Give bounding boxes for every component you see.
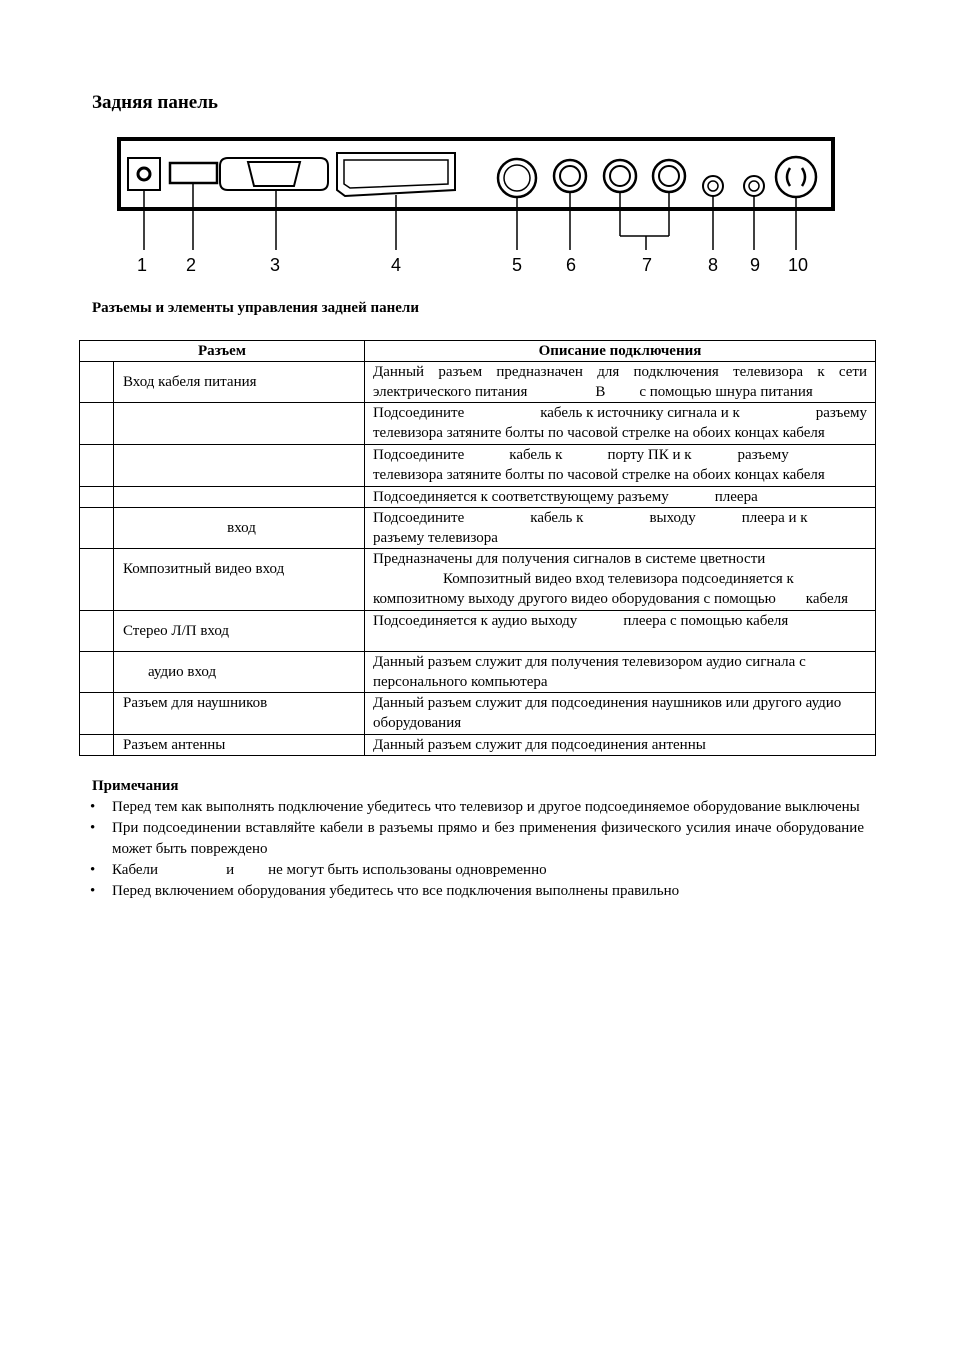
panel-outline [119, 139, 833, 209]
diagram-label-10: 10 [787, 255, 809, 275]
diagram-label-7: 7 [641, 255, 653, 275]
rca-audio-right-icon [653, 160, 685, 192]
connector-description: Подсоединяется к соответствующему разъему плеера [365, 487, 876, 508]
table-row [80, 549, 876, 611]
header-description: Описание подключения [365, 341, 876, 362]
connectors-table [79, 340, 876, 756]
connector-name: Разъем для наушников [114, 693, 365, 735]
connector-description: Данный разъем служит для получения телевизором аудио сигнала с персонального компьютера [365, 652, 876, 693]
table-row [80, 508, 876, 549]
connector-name [114, 445, 365, 487]
table-row [80, 652, 876, 693]
connector-description: Подсоедините кабель к выходу плеера и к разъему телевизора [365, 508, 876, 549]
list-item: • Кабели и не могут быть использованы одновременно [90, 860, 864, 881]
diagram-label-5: 5 [511, 255, 523, 275]
row-number-cell [80, 652, 114, 693]
table-row [80, 735, 876, 756]
connector-description: Предназначены для получения сигналов в системе цветности Композитный видео вход телевизора подсоединяется к композитному выходу другого видео оборудования с помощью кабеля [365, 549, 876, 611]
row-number-cell [80, 735, 114, 756]
row-number-cell [80, 487, 114, 508]
connector-name: аудио вход [114, 652, 365, 693]
row-number-cell [80, 445, 114, 487]
notes-title: Примечания [92, 778, 179, 794]
diagram-label-1: 1 [136, 255, 148, 275]
list-item: • Перед включением оборудования убедитесь что все подключения выполнены правильно [90, 881, 864, 902]
header-connector: Разъем [80, 341, 365, 362]
connector-name: Вход кабеля питания [114, 362, 365, 403]
table-row [80, 362, 876, 403]
diagram-label-2: 2 [185, 255, 197, 275]
connector-description: Подсоединяется к аудио выходу плеера с помощью кабеля [365, 611, 876, 652]
connector-description: Подсоедините кабель к порту ПК и к разъему телевизора затяните болты по часовой стрелке на обоих концах кабеля [365, 445, 876, 487]
section-title: Разъемы и элементы управления задней панели [92, 300, 419, 316]
diagram-label-8: 8 [707, 255, 719, 275]
diagram-label-6: 6 [565, 255, 577, 275]
row-number-cell [80, 403, 114, 445]
pc-audio-jack-icon [703, 176, 723, 196]
row-number-cell [80, 362, 114, 403]
table-row [80, 445, 876, 487]
connector-description: Данный разъем предназначен для подключения телевизора к сети электрического питания В с помощью шнура питания [365, 362, 876, 403]
rear-panel-diagram [0, 128, 954, 278]
diagram-label-9: 9 [749, 255, 761, 275]
list-item: • Перед тем как выполнять подключение убедитесь что телевизор и другое подсоединяемое оборудование выключены [90, 797, 864, 818]
antenna-port-icon [776, 157, 816, 197]
diagram-label-3: 3 [269, 255, 281, 275]
rca-audio-left-icon [604, 160, 636, 192]
connector-description: Данный разъем служит для подсоединения антенны [365, 735, 876, 756]
connector-name [114, 487, 365, 508]
row-number-cell [80, 611, 114, 652]
rca-video-port-icon [554, 160, 586, 192]
notes-section [92, 776, 864, 902]
connector-name: Стерео Л/П вход [114, 611, 365, 652]
list-item: • При подсоединении вставляйте кабели в разъемы прямо и без применения физического усилия иначе оборудование может быть повреждено [90, 818, 864, 860]
connector-name [114, 403, 365, 445]
page-title: Задняя панель [92, 92, 218, 113]
connector-description: Данный разъем служит для подсоединения наушников или другого аудио оборудования [365, 693, 876, 735]
diagram-label-4: 4 [390, 255, 402, 275]
power-jack-icon [128, 158, 160, 190]
connector-name: Разъем антенны [114, 735, 365, 756]
table-header-row [80, 341, 876, 362]
table-row [80, 403, 876, 445]
row-number-cell [80, 549, 114, 611]
table-row [80, 487, 876, 508]
connector-name: вход [114, 508, 365, 549]
table-row [80, 611, 876, 652]
connector-description: Подсоедините кабель к источнику сигнала и к разъему телевизора затяните болты по часовой стрелке на обоих концах кабеля [365, 403, 876, 445]
row-number-cell [80, 693, 114, 735]
row-number-cell [80, 508, 114, 549]
headphone-jack-icon [744, 176, 764, 196]
connector-name: Композитный видео вход [114, 549, 365, 611]
table-row [80, 693, 876, 735]
notes-list [92, 797, 864, 902]
usb-port-icon [170, 163, 217, 183]
